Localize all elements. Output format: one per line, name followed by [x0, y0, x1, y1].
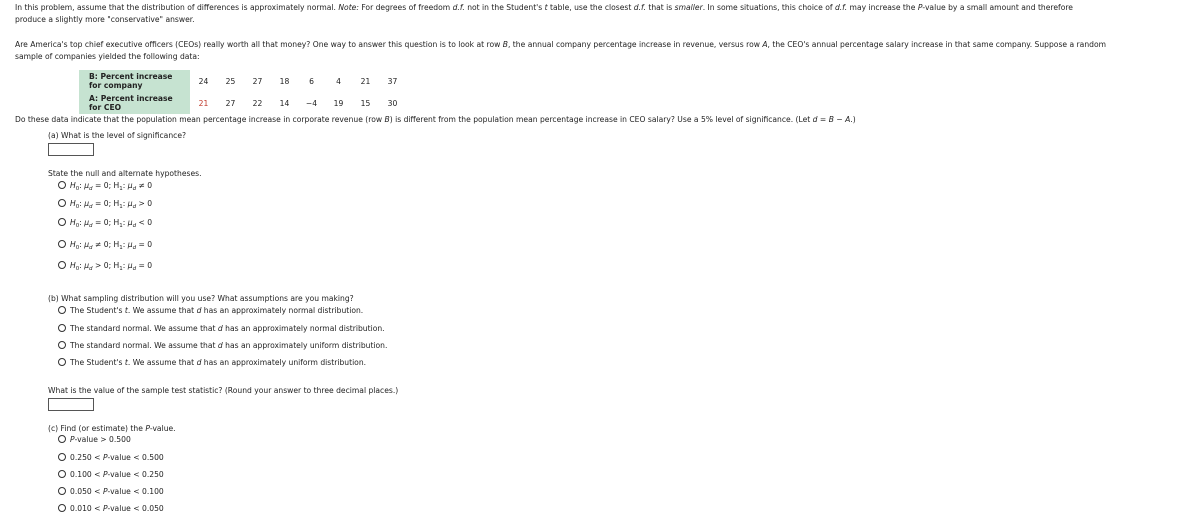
table-cell: 4 [336, 76, 341, 86]
radio-button[interactable] [58, 218, 66, 226]
test-statistic-label: What is the value of the sample test statistic? (Round your answer to three decimal places.) [48, 386, 399, 395]
table-cell: 14 [279, 98, 290, 108]
radio-button[interactable] [58, 181, 66, 189]
radio-button[interactable] [58, 487, 66, 495]
intro-line-1: In this problem, assume that the distribution of differences is approximately normal. Note: For degrees of freedom d.f. not in the Student's t table, use the closest d.f. that is smaller. In some situations, this choice of d.f. may increase the P-value by a small amount and therefore [15, 3, 1073, 12]
intro-paragraph [15, 2, 1190, 26]
table-cell: 15 [360, 98, 371, 108]
intro-line-2: produce a slightly more "conservative" answer. [15, 15, 195, 24]
hypothesis-option-3[interactable]: $H_0$: $\mu_d = 0$; $H_1$: $\mu_d < 0$ [58, 218, 152, 231]
part-b-label: (b) What sampling distribution will you use? What assumptions are you making? [48, 294, 354, 303]
data-table [79, 70, 406, 114]
radio-button[interactable] [58, 324, 66, 332]
table-cell: 25 [225, 76, 236, 86]
radio-button[interactable] [58, 341, 66, 349]
distribution-option-3[interactable]: The standard normal. We assume that d has an approximately uniform distribution. [58, 341, 387, 351]
pvalue-option-3[interactable]: 0.100 < P-value < 0.250 [58, 470, 164, 480]
table-cell: 24 [198, 76, 209, 86]
radio-button[interactable] [58, 358, 66, 366]
radio-button[interactable] [58, 261, 66, 269]
table-cell: 19 [333, 98, 344, 108]
table-cell: 37 [387, 76, 398, 86]
part-c-label: (c) Find (or estimate) the P-value. [48, 424, 176, 433]
table-cell: −4 [305, 98, 318, 108]
hypotheses-label: State the null and alternate hypotheses. [48, 169, 202, 178]
distribution-option-1[interactable]: The Student's t. We assume that d has an approximately normal distribution. [58, 306, 363, 316]
table-row-b [79, 70, 406, 92]
table-cell: 18 [279, 76, 290, 86]
pvalue-option-5[interactable]: 0.010 < P-value < 0.050 [58, 504, 164, 514]
question-paragraph [15, 39, 1190, 63]
table-cell: 6 [309, 76, 314, 86]
table-cell: 30 [387, 98, 398, 108]
radio-button[interactable] [58, 470, 66, 478]
table-cell: 21 [198, 98, 209, 108]
table-cell: 22 [252, 98, 263, 108]
radio-button[interactable] [58, 453, 66, 461]
table-cell: 27 [225, 98, 236, 108]
question-line-2: sample of companies yielded the following data: [15, 52, 200, 61]
radio-button[interactable] [58, 306, 66, 314]
pvalue-option-2[interactable]: 0.250 < P-value < 0.500 [58, 453, 164, 463]
table-cell: 27 [252, 76, 263, 86]
part-a-label: (a) What is the level of significance? [48, 131, 187, 140]
distribution-option-2[interactable]: The standard normal. We assume that d has an approximately normal distribution. [58, 324, 385, 334]
distribution-option-4[interactable]: The Student's t. We assume that d has an approximately uniform distribution. [58, 358, 366, 368]
significance-input[interactable] [48, 143, 94, 156]
radio-button[interactable] [58, 240, 66, 248]
hypothesis-option-4[interactable]: $H_0$: $\mu_d \ne 0$; $H_1$: $\mu_d = 0$ [58, 240, 152, 253]
row-a-header: A: Percent increase for CEO [79, 92, 190, 114]
table-cell: 21 [360, 76, 371, 86]
row-b-header: B: Percent increase for company [79, 70, 190, 92]
pvalue-option-4[interactable]: 0.050 < P-value < 0.100 [58, 487, 164, 497]
radio-button[interactable] [58, 435, 66, 443]
hypothesis-option-1[interactable]: $H_0$: $\mu_d = 0$; $H_1$: $\mu_d \ne 0$ [58, 181, 152, 194]
hypothesis-option-2[interactable]: $H_0$: $\mu_d = 0$; $H_1$: $\mu_d > 0$ [58, 199, 152, 212]
prompt-text: Do these data indicate that the population mean percentage increase in corporate revenue (row B) is different from the population mean percentage increase in CEO salary? Use a 5% level of significance. (Let d = B − A.) [15, 115, 856, 124]
table-row-a [79, 92, 406, 114]
hypothesis-option-5[interactable]: $H_0$: $\mu_d > 0$; $H_1$: $\mu_d = 0$ [58, 261, 152, 274]
pvalue-option-1[interactable]: P-value > 0.500 [58, 435, 131, 445]
question-line-1: Are America's top chief executive officers (CEOs) really worth all that money? One way to answer this question is to look at row B, the annual company percentage increase in revenue, versus row A, the CEO's annual percentage salary increase in that same company. Suppose a random [15, 40, 1107, 49]
test-statistic-input[interactable] [48, 398, 94, 411]
radio-button[interactable] [58, 199, 66, 207]
radio-button[interactable] [58, 504, 66, 512]
